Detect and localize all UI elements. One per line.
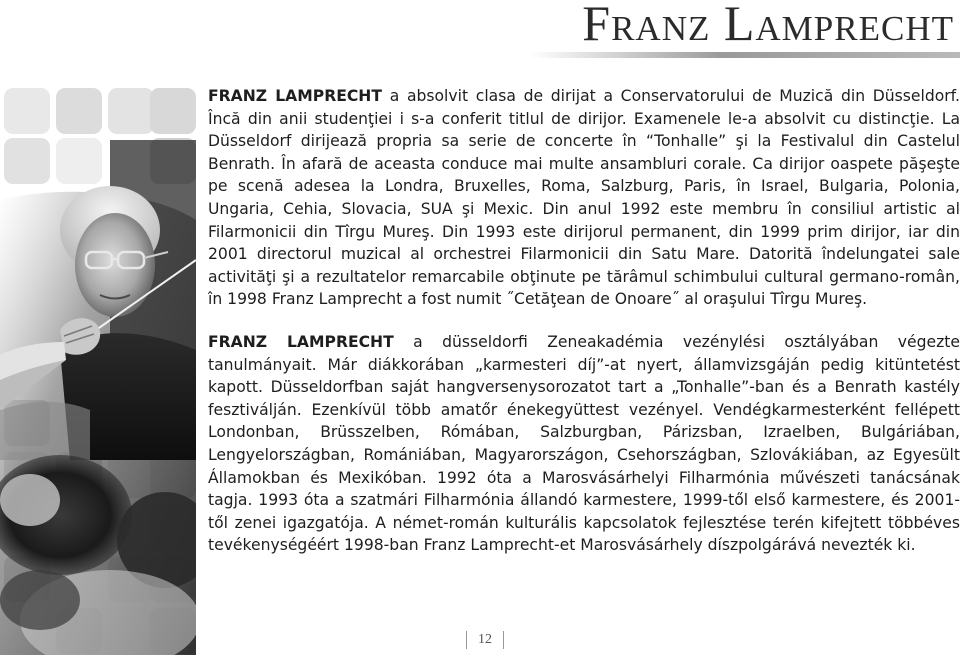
paragraph-body: a düsseldorfi Zeneakadémia vezénylési osztályában végezte tanulmányait. Már diákkorában „karmesteri díj”-at nyert, államvizsgáján pedig kitüntetést kapott. Düsseldorfban saját hangversenysorozatot tart a „Tonhalle”-ban és a Benrath kastély fesztiválján. Ezenkívül több amatőr énekegyüttest vezényel. Vendégkarmesterként fellépett Londonban, Brüsszelben, Rómában, Salzburgban, Párizsban, Izraelben, Bulgáriában, Lengyelországban, Romániában, Magyarországon, Csehországban, Szlovákiában, az Egyesült Államokban és Mexikóban. 1992 óta a Marosvásárhelyi Filharmónia művészeti tanácsának tagja. 1993 óta a szatmári Filharmónia állandó karmestere, 1999-től első karmestere, és 2001-től zenei igazgatója. A német-román kulturális kapcsolatok fejlesztése terén kifejtett többéves tevékenységéért 1998-ban Franz Lamprecht-et Marosvásárhely díszpolgárává nevezték ki. bbox=[208, 332, 960, 555]
biography-text bbox=[208, 85, 960, 557]
conductor-photo bbox=[0, 80, 196, 655]
biography-romanian bbox=[208, 85, 960, 311]
name-lead: FRANZ LAMPRECHT bbox=[208, 332, 394, 351]
name-lead: FRANZ LAMPRECHT bbox=[208, 87, 382, 105]
page-title: Franz Lamprecht bbox=[582, 0, 954, 51]
page-number: 12 bbox=[466, 631, 504, 649]
biography-hungarian bbox=[208, 331, 960, 557]
paragraph-body: a absolvit clasa de dirijat a Conservatorului de Muzică din Düsseldorf. Încă din anii studenţiei i s-a conferit titlul de dirijor. Examenele le-a absolvit cu distincţie. La Düsseldorf dirijează propria sa serie de concerte în “Tonhalle” şi la Festivalul din Castelul Benrath. În afară de aceasta conduce mai multe ansambluri corale. Ca dirijor oaspete păşeşte pe scenă adesea la Londra, Bruxelles, Roma, Salzburg, Paris, în Israel, Bulgaria, Polonia, Ungaria, Cehia, Slovacia, SUA şi Mexic. Din anul 1992 este membru în consiliul artistic al Filarmonicii din Tîrgu Mureş. Din 1993 este dirijorul permanent, din 1999 prim dirijor, iar din 2001 directorul muzical al orchestrei Filarmonicii din Satu Mare. Datorită îndelungatei sale activităţi şi a rezultatelor remarcabile obţinute pe tărâmul schimbului cultural germano-român, în 1998 Franz Lamprecht a fost numit ˝Cetăţean de Onoare˝ al oraşului Tîrgu Mureş. bbox=[208, 87, 960, 309]
title-underline bbox=[530, 52, 960, 58]
